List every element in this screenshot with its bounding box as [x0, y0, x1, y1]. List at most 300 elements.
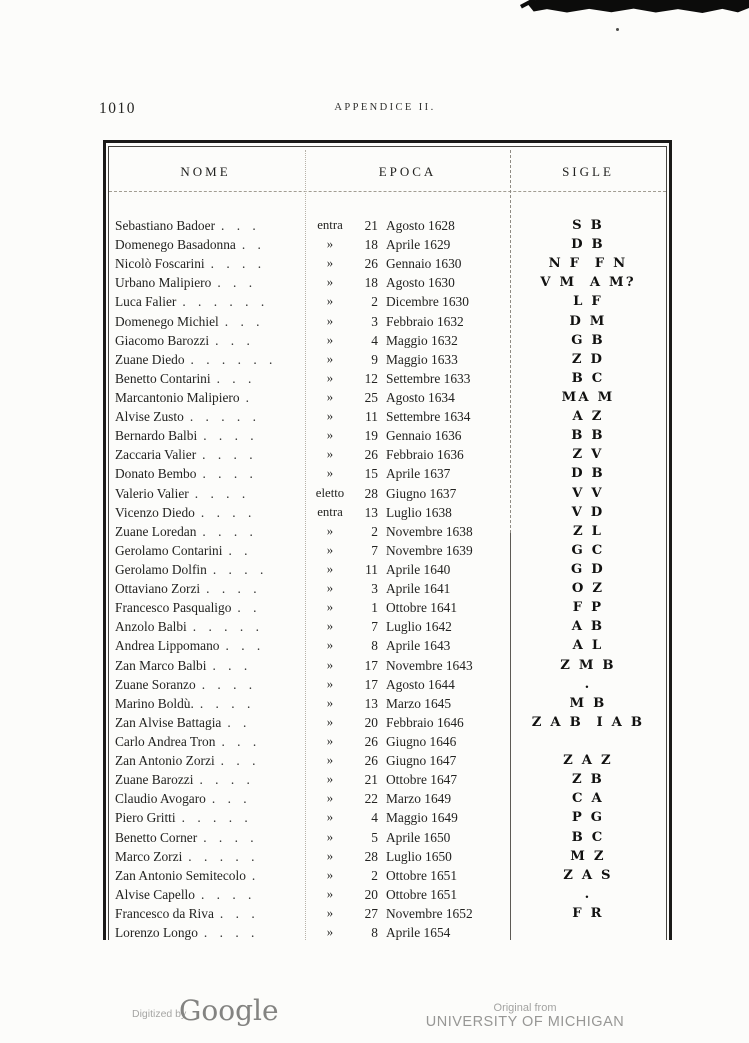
- name-cell: [106, 885, 305, 904]
- epoca-cell: [305, 636, 510, 655]
- epoca-prefix: »: [326, 886, 334, 901]
- epoca-prefix: »: [326, 351, 334, 366]
- header-divider-rule: [109, 191, 666, 192]
- name-cell: [106, 312, 305, 331]
- dot-leader: . . .: [211, 791, 247, 807]
- epoca-day: 20: [364, 886, 378, 902]
- epoca-day: 1: [371, 600, 378, 616]
- name-cell: [106, 484, 305, 503]
- epoca-prefix: »: [326, 581, 334, 596]
- epoca-cell: [305, 656, 510, 675]
- sigle-cell: .: [584, 676, 592, 692]
- epoca-month-year: Luglio 1650: [386, 848, 452, 864]
- epoca-day: 17: [364, 676, 378, 692]
- table-row: [106, 751, 669, 770]
- name-cell: [106, 235, 305, 254]
- name-cell: [106, 388, 305, 407]
- person-name: Vicenzo Diedo: [115, 504, 195, 520]
- sigle-cell: M B: [569, 695, 607, 711]
- name-cell: [106, 828, 305, 847]
- epoca-prefix: »: [326, 409, 334, 424]
- epoca-month-year: Ottobre 1651: [386, 886, 458, 902]
- name-cell: [106, 350, 305, 369]
- dot-leader: . . .: [216, 370, 252, 386]
- epoca-cell: [305, 675, 510, 694]
- person-name: Alvise Capello: [115, 886, 195, 902]
- epoca-day: 8: [371, 925, 378, 941]
- sigle-cell: B C: [571, 829, 605, 845]
- epoca-day: 26: [364, 447, 378, 463]
- person-name: Carlo Andrea Tron: [115, 733, 216, 749]
- epoca-day: 2: [371, 294, 378, 310]
- person-name: Marino Boldù.: [115, 695, 194, 711]
- epoca-prefix: »: [326, 733, 334, 748]
- epoca-cell: [305, 522, 510, 541]
- person-name: Zuane Soranzo: [115, 676, 196, 692]
- epoca-prefix: »: [326, 542, 334, 557]
- sigle-cell: N F F N: [548, 256, 628, 272]
- epoca-cell: [305, 598, 510, 617]
- epoca-month-year: Novembre 1638: [386, 523, 473, 539]
- epoca-cell: [305, 254, 510, 273]
- epoca-day: 21: [364, 218, 378, 233]
- table-row: [106, 350, 669, 369]
- table-row: [106, 312, 669, 331]
- epoca-month-year: Settembre 1634: [386, 409, 471, 425]
- dot-leader: . . .: [224, 313, 260, 329]
- epoca-prefix: »: [326, 523, 334, 538]
- table-row: [106, 732, 669, 751]
- table-row: [106, 617, 669, 636]
- dot-leader: . . .: [225, 638, 261, 654]
- dot-leader: . . .: [221, 733, 257, 749]
- name-cell: [106, 636, 305, 655]
- dot-leader: . . . . .: [188, 848, 255, 864]
- epoca-day: 20: [364, 714, 378, 730]
- dot-leader: . . . .: [200, 886, 252, 902]
- dot-leader: . .: [228, 542, 248, 558]
- dot-leader: . . . .: [206, 581, 257, 597]
- epoca-day: 3: [371, 313, 378, 329]
- table-row: [106, 484, 669, 503]
- person-name: Zan Antonio Zorzi: [115, 753, 215, 769]
- table-rows: [106, 216, 669, 942]
- table-row: [106, 636, 669, 655]
- epoca-month-year: Febbraio 1632: [386, 313, 464, 329]
- epoca-month-year: Febbraio 1636: [386, 447, 464, 463]
- name-cell: [106, 445, 305, 464]
- epoca-day: 4: [371, 810, 378, 826]
- epoca-prefix: »: [326, 848, 334, 863]
- sigle-cell: .: [584, 886, 592, 902]
- epoca-month-year: Gennaio 1630: [386, 256, 462, 272]
- epoca-day: 7: [371, 542, 378, 558]
- epoca-cell: [305, 617, 510, 636]
- google-logo: Google: [179, 994, 279, 1027]
- epoca-prefix: »: [326, 714, 334, 729]
- epoca-day: 2: [371, 523, 378, 539]
- epoca-cell: [305, 828, 510, 847]
- name-cell: [106, 598, 305, 617]
- sigle-cell: D B: [571, 237, 605, 253]
- name-cell: [106, 732, 305, 751]
- person-name: Zan Antonio Semitecolo: [115, 867, 246, 883]
- epoca-month-year: Aprile 1641: [386, 581, 451, 597]
- epoca-month-year: Gennaio 1636: [386, 428, 462, 444]
- person-name: Andrea Lippomano: [115, 638, 220, 654]
- epoca-prefix: »: [326, 428, 334, 443]
- epoca-day: 4: [371, 332, 378, 348]
- epoca-month-year: Agosto 1628: [386, 218, 455, 233]
- epoca-month-year: Novembre 1639: [386, 542, 473, 558]
- dot-leader: . . . .: [203, 829, 254, 845]
- sigle-cell: MA M: [561, 389, 615, 405]
- sigle-cell: C A: [572, 791, 604, 807]
- epoca-day: 21: [364, 772, 378, 788]
- epoca-month-year: Giugno 1647: [386, 753, 457, 769]
- name-cell: [106, 923, 305, 942]
- epoca-month-year: Aprile 1640: [386, 561, 451, 577]
- epoca-day: 5: [371, 829, 378, 845]
- name-cell: [106, 675, 305, 694]
- name-cell: [106, 713, 305, 732]
- epoca-cell: [305, 484, 510, 503]
- epoca-month-year: Aprile 1650: [386, 829, 451, 845]
- dot-leader: . . . .: [199, 695, 251, 711]
- dot-leader: . . . . .: [181, 810, 248, 826]
- epoca-day: 13: [364, 504, 378, 520]
- name-cell: [106, 617, 305, 636]
- sigle-cell: D B: [571, 466, 605, 482]
- person-name: Alvise Zusto: [115, 409, 184, 425]
- sigle-cell: A Z: [572, 409, 604, 425]
- table-row: [106, 503, 669, 522]
- name-cell: [106, 866, 305, 885]
- dot-leader: . .: [227, 714, 247, 730]
- epoca-prefix: »: [326, 829, 334, 844]
- epoca-month-year: Giugno 1646: [386, 733, 457, 749]
- epoca-day: 27: [364, 905, 378, 921]
- table-row: [106, 235, 669, 254]
- person-name: Anzolo Balbi: [115, 619, 187, 635]
- table-row: [106, 656, 669, 675]
- person-name: Zan Marco Balbi: [115, 657, 207, 673]
- sigle-cell: S B: [572, 218, 604, 233]
- name-cell: [106, 847, 305, 866]
- epoca-prefix: »: [326, 389, 334, 404]
- epoca-cell: [305, 503, 510, 522]
- person-name: Nicolò Foscarini: [115, 256, 205, 272]
- dot-leader: . . .: [217, 275, 253, 291]
- epoca-day: 15: [364, 466, 378, 482]
- epoca-day: 28: [364, 485, 378, 501]
- epoca-prefix: »: [326, 638, 334, 653]
- table-row: [106, 541, 669, 560]
- table-row: [106, 426, 669, 445]
- table-row: [106, 331, 669, 350]
- epoca-prefix: eletto: [315, 485, 345, 500]
- sigle-cell: V V: [572, 485, 604, 501]
- epoca-prefix: »: [326, 256, 334, 271]
- running-head: APPENDICE II.: [334, 102, 436, 113]
- table-row: [106, 808, 669, 827]
- epoca-cell: [305, 464, 510, 483]
- epoca-month-year: Febbraio 1646: [386, 714, 464, 730]
- person-name: Domenego Basadonna: [115, 237, 236, 253]
- person-name: Benetto Contarini: [115, 370, 211, 386]
- dot-leader: . . . .: [202, 523, 253, 539]
- epoca-day: 28: [364, 848, 378, 864]
- person-name: Francesco da Riva: [115, 905, 214, 921]
- name-cell: [106, 464, 305, 483]
- name-cell: [106, 579, 305, 598]
- table-row: [106, 789, 669, 808]
- person-name: Zan Alvise Battagia: [115, 714, 222, 730]
- sigle-cell: D M: [569, 313, 607, 329]
- epoca-month-year: Dicembre 1630: [386, 294, 469, 310]
- table-row: [106, 273, 669, 292]
- dot-leader: .: [245, 389, 249, 405]
- sigle-cell: G D: [571, 561, 605, 577]
- epoca-cell: [305, 541, 510, 560]
- table-row: [106, 369, 669, 388]
- epoca-cell: [305, 350, 510, 369]
- sigle-cell: Z A Z: [563, 753, 613, 769]
- sigle-cell: B B: [571, 428, 605, 444]
- person-name: Sebastiano Badoer: [115, 218, 216, 233]
- table-row: [106, 770, 669, 789]
- epoca-month-year: Settembre 1633: [386, 370, 471, 386]
- name-cell: [106, 331, 305, 350]
- table-row: [106, 675, 669, 694]
- dot-leader: . . . .: [194, 485, 246, 501]
- epoca-cell: [305, 694, 510, 713]
- dot-leader: . . .: [220, 753, 256, 769]
- person-name: Francesco Pasqualigo: [115, 600, 232, 616]
- sigle-cell: Z M B: [560, 657, 616, 673]
- name-cell: [106, 770, 305, 789]
- person-name: Zuane Diedo: [115, 351, 185, 367]
- name-cell: [106, 216, 305, 235]
- dot-leader: . . . .: [203, 925, 255, 941]
- name-cell: [106, 254, 305, 273]
- column-header-nome: NOME: [180, 164, 231, 179]
- name-cell: [106, 292, 305, 311]
- digitized-by-label: Digitized by: [132, 1008, 187, 1020]
- name-cell: [106, 503, 305, 522]
- epoca-cell: [305, 426, 510, 445]
- table-row: [106, 828, 669, 847]
- registry-table: [103, 140, 672, 940]
- epoca-day: 18: [364, 237, 378, 253]
- epoca-prefix: »: [326, 332, 334, 347]
- epoca-cell: [305, 445, 510, 464]
- epoca-prefix: »: [326, 791, 334, 806]
- name-cell: [106, 808, 305, 827]
- epoca-month-year: Aprile 1637: [386, 466, 451, 482]
- epoca-month-year: Agosto 1630: [386, 275, 455, 291]
- epoca-day: 22: [364, 791, 378, 807]
- epoca-month-year: Maggio 1633: [386, 351, 458, 367]
- epoca-prefix: »: [326, 275, 334, 290]
- epoca-cell: [305, 560, 510, 579]
- epoca-cell: [305, 885, 510, 904]
- table-row: [106, 923, 669, 942]
- sigle-cell: Z D: [571, 351, 605, 367]
- epoca-month-year: Luglio 1642: [386, 619, 452, 635]
- person-name: Luca Falier: [115, 294, 177, 310]
- person-name: Gerolamo Dolfin: [115, 561, 207, 577]
- epoca-cell: [305, 770, 510, 789]
- epoca-cell: [305, 407, 510, 426]
- epoca-day: 11: [365, 409, 378, 425]
- person-name: Marco Zorzi: [115, 848, 183, 864]
- scan-artifact-bar: [527, 0, 749, 13]
- column-header-sigle: SIGLE: [562, 164, 614, 179]
- sigle-cell: Z B: [572, 772, 604, 788]
- epoca-day: 3: [371, 581, 378, 597]
- epoca-cell: [305, 923, 510, 942]
- epoca-prefix: »: [326, 772, 334, 787]
- person-name: Zaccaria Valier: [115, 447, 197, 463]
- table-row: [106, 216, 669, 235]
- name-cell: [106, 522, 305, 541]
- dot-leader: .: [251, 867, 256, 883]
- dot-leader: . . . . .: [192, 619, 259, 635]
- epoca-month-year: Marzo 1645: [386, 695, 452, 711]
- epoca-month-year: Aprile 1643: [386, 638, 451, 654]
- dot-leader: . . . .: [200, 504, 252, 520]
- table-row: [106, 254, 669, 273]
- epoca-cell: [305, 732, 510, 751]
- epoca-day: 25: [364, 389, 378, 405]
- epoca-cell: [305, 713, 510, 732]
- epoca-cell: [305, 751, 510, 770]
- sigle-cell: Z L: [572, 523, 604, 539]
- sigle-cell: A B: [571, 619, 605, 635]
- epoca-cell: [305, 388, 510, 407]
- epoca-cell: [305, 216, 510, 235]
- epoca-prefix: »: [326, 657, 334, 672]
- epoca-prefix: entra: [317, 218, 343, 232]
- epoca-day: 13: [364, 695, 378, 711]
- sigle-cell: L F: [573, 294, 603, 310]
- epoca-cell: [305, 847, 510, 866]
- person-name: Zuane Barozzi: [115, 772, 194, 788]
- table-row: [106, 866, 669, 885]
- epoca-prefix: »: [326, 466, 334, 481]
- sigle-cell: P G: [571, 810, 605, 826]
- person-name: Lorenzo Longo: [115, 925, 198, 941]
- table-row: [106, 694, 669, 713]
- dot-leader: . . . . . .: [190, 351, 273, 367]
- epoca-cell: [305, 331, 510, 350]
- table-row: [106, 579, 669, 598]
- sigle-cell: O Z: [571, 581, 605, 597]
- name-cell: [106, 789, 305, 808]
- table-row: [106, 904, 669, 923]
- epoca-prefix: »: [326, 313, 334, 328]
- epoca-month-year: Ottobre 1651: [386, 867, 458, 883]
- sigle-cell: F R: [572, 905, 604, 921]
- epoca-month-year: Aprile 1629: [386, 237, 451, 253]
- epoca-month-year: Giugno 1637: [386, 485, 457, 501]
- epoca-month-year: Ottobre 1647: [386, 772, 458, 788]
- person-name: Bernardo Balbi: [115, 428, 198, 444]
- epoca-prefix: »: [326, 561, 334, 576]
- person-name: Ottaviano Zorzi: [115, 581, 201, 597]
- person-name: Giacomo Barozzi: [115, 332, 210, 348]
- epoca-prefix: »: [326, 925, 334, 940]
- table-row: [106, 847, 669, 866]
- sigle-cell: F P: [572, 600, 604, 616]
- epoca-day: 18: [364, 275, 378, 291]
- epoca-day: 19: [364, 428, 378, 444]
- epoca-cell: [305, 904, 510, 923]
- sigle-cell: Z A S: [563, 867, 613, 883]
- name-cell: [106, 656, 305, 675]
- epoca-month-year: Marzo 1649: [386, 791, 452, 807]
- epoca-month-year: Maggio 1649: [386, 810, 458, 826]
- epoca-prefix: »: [326, 237, 334, 252]
- sigle-cell: [510, 732, 666, 751]
- name-cell: [106, 426, 305, 445]
- person-name: Claudio Avogaro: [115, 791, 206, 807]
- epoca-day: 26: [364, 753, 378, 769]
- sigle-cell: Z V: [572, 447, 604, 463]
- sigle-cell: G C: [571, 542, 605, 558]
- person-name: Benetto Corner: [115, 829, 198, 845]
- epoca-cell: [305, 369, 510, 388]
- dot-leader: . . .: [221, 218, 256, 233]
- person-name: Piero Gritti: [115, 810, 176, 826]
- person-name: Gerolamo Contarini: [115, 542, 223, 558]
- sigle-cell: [510, 923, 666, 942]
- epoca-prefix: »: [326, 370, 334, 385]
- sigle-cell: Z A B I A B: [531, 714, 645, 730]
- epoca-month-year: Agosto 1644: [386, 676, 455, 692]
- dot-leader: . . .: [215, 332, 250, 348]
- epoca-day: 2: [371, 867, 378, 883]
- epoca-month-year: Aprile 1654: [386, 925, 451, 941]
- table-row: [106, 522, 669, 541]
- sigle-cell: G B: [571, 332, 605, 348]
- table-row: [106, 388, 669, 407]
- epoca-prefix: »: [326, 619, 334, 634]
- epoca-cell: [305, 866, 510, 885]
- epoca-prefix: »: [326, 810, 334, 825]
- dot-leader: . .: [241, 237, 261, 253]
- sigle-cell: V D: [571, 504, 605, 520]
- institution-label: UNIVERSITY OF MICHIGAN: [425, 1014, 625, 1030]
- dot-leader: . . .: [219, 905, 255, 921]
- name-cell: [106, 369, 305, 388]
- dot-leader: . . . .: [201, 676, 253, 692]
- table-row: [106, 464, 669, 483]
- dot-leader: . . . .: [210, 256, 262, 272]
- epoca-cell: [305, 292, 510, 311]
- epoca-day: 17: [364, 657, 378, 673]
- page-number: 1010: [99, 100, 136, 117]
- sigle-cell: B C: [571, 370, 605, 386]
- original-from-label: Original from: [493, 1002, 557, 1014]
- epoca-day: 12: [364, 370, 378, 386]
- epoca-month-year: Maggio 1632: [386, 332, 458, 348]
- epoca-cell: [305, 789, 510, 808]
- epoca-prefix: »: [326, 695, 334, 710]
- epoca-cell: [305, 808, 510, 827]
- dot-leader: . .: [237, 600, 257, 616]
